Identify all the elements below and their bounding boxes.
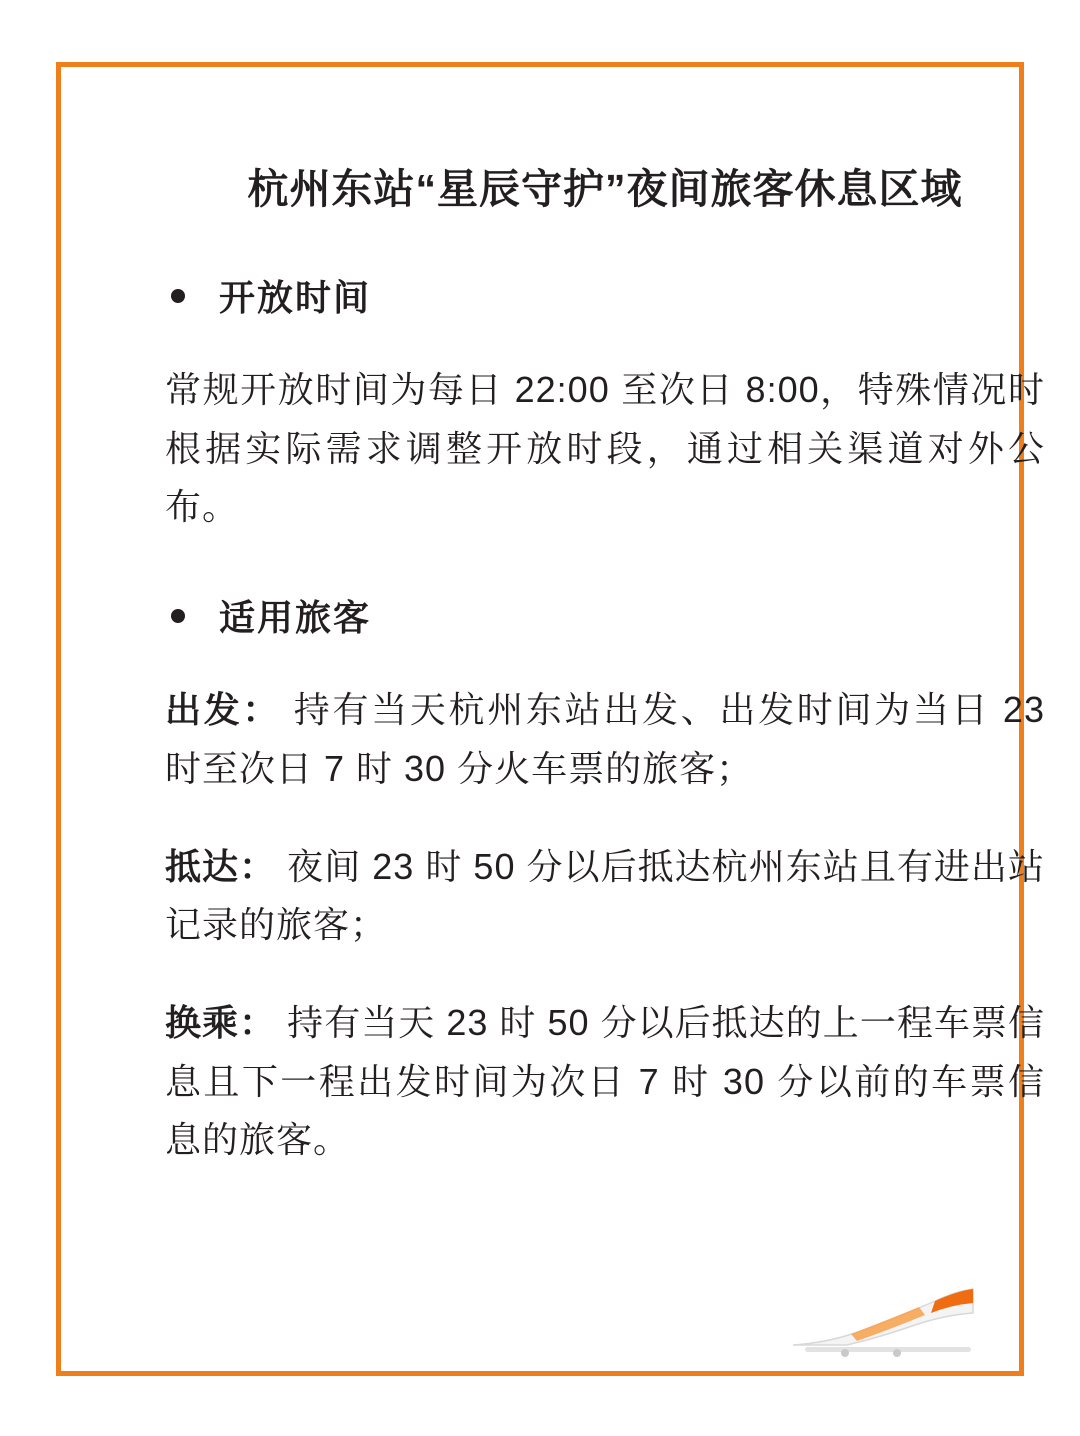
paragraph-text: 夜间 23 时 50 分以后抵达杭州东站且有进出站记录的旅客； <box>165 845 1045 946</box>
paragraph-departure <box>165 681 1045 798</box>
section-heading <box>171 590 1045 641</box>
paragraph-label: 换乘： <box>165 1002 277 1044</box>
section-heading-label: 开放时间 <box>219 277 372 319</box>
paragraph <box>165 361 1045 536</box>
content-frame <box>56 62 1045 1376</box>
document-body <box>165 163 1045 1205</box>
bullet-icon <box>171 289 185 303</box>
section-heading-label: 适用旅客 <box>219 597 372 639</box>
section-eligible-passengers <box>165 590 1045 1169</box>
section-heading <box>171 270 1045 321</box>
page-title: 杭州东站“星辰守护”夜间旅客休息区域 <box>247 166 963 212</box>
bullet-icon <box>171 609 185 623</box>
high-speed-train-icon <box>785 1279 975 1359</box>
paragraph-label: 出发： <box>165 689 282 731</box>
paragraph-text: 常规开放时间为每日 22:00 至次日 8:00，特殊情况时根据实际需求调整开放时段，通过相关渠道对外公布。 <box>165 369 1045 527</box>
paragraph-arrival <box>165 838 1045 955</box>
paragraph-label: 抵达： <box>165 845 277 887</box>
paragraph-text: 持有当天杭州东站出发、出发时间为当日 23 时至次日 7 时 30 分火车票的旅客； <box>165 689 1045 789</box>
paragraph-transfer <box>165 994 1045 1169</box>
section-opening-hours <box>165 270 1045 536</box>
paragraph-text: 持有当天 23 时 50 分以后抵达的上一程车票信息且下一程出发时间为次日 7 时 30 分以前的车票信息的旅客。 <box>165 1002 1045 1161</box>
